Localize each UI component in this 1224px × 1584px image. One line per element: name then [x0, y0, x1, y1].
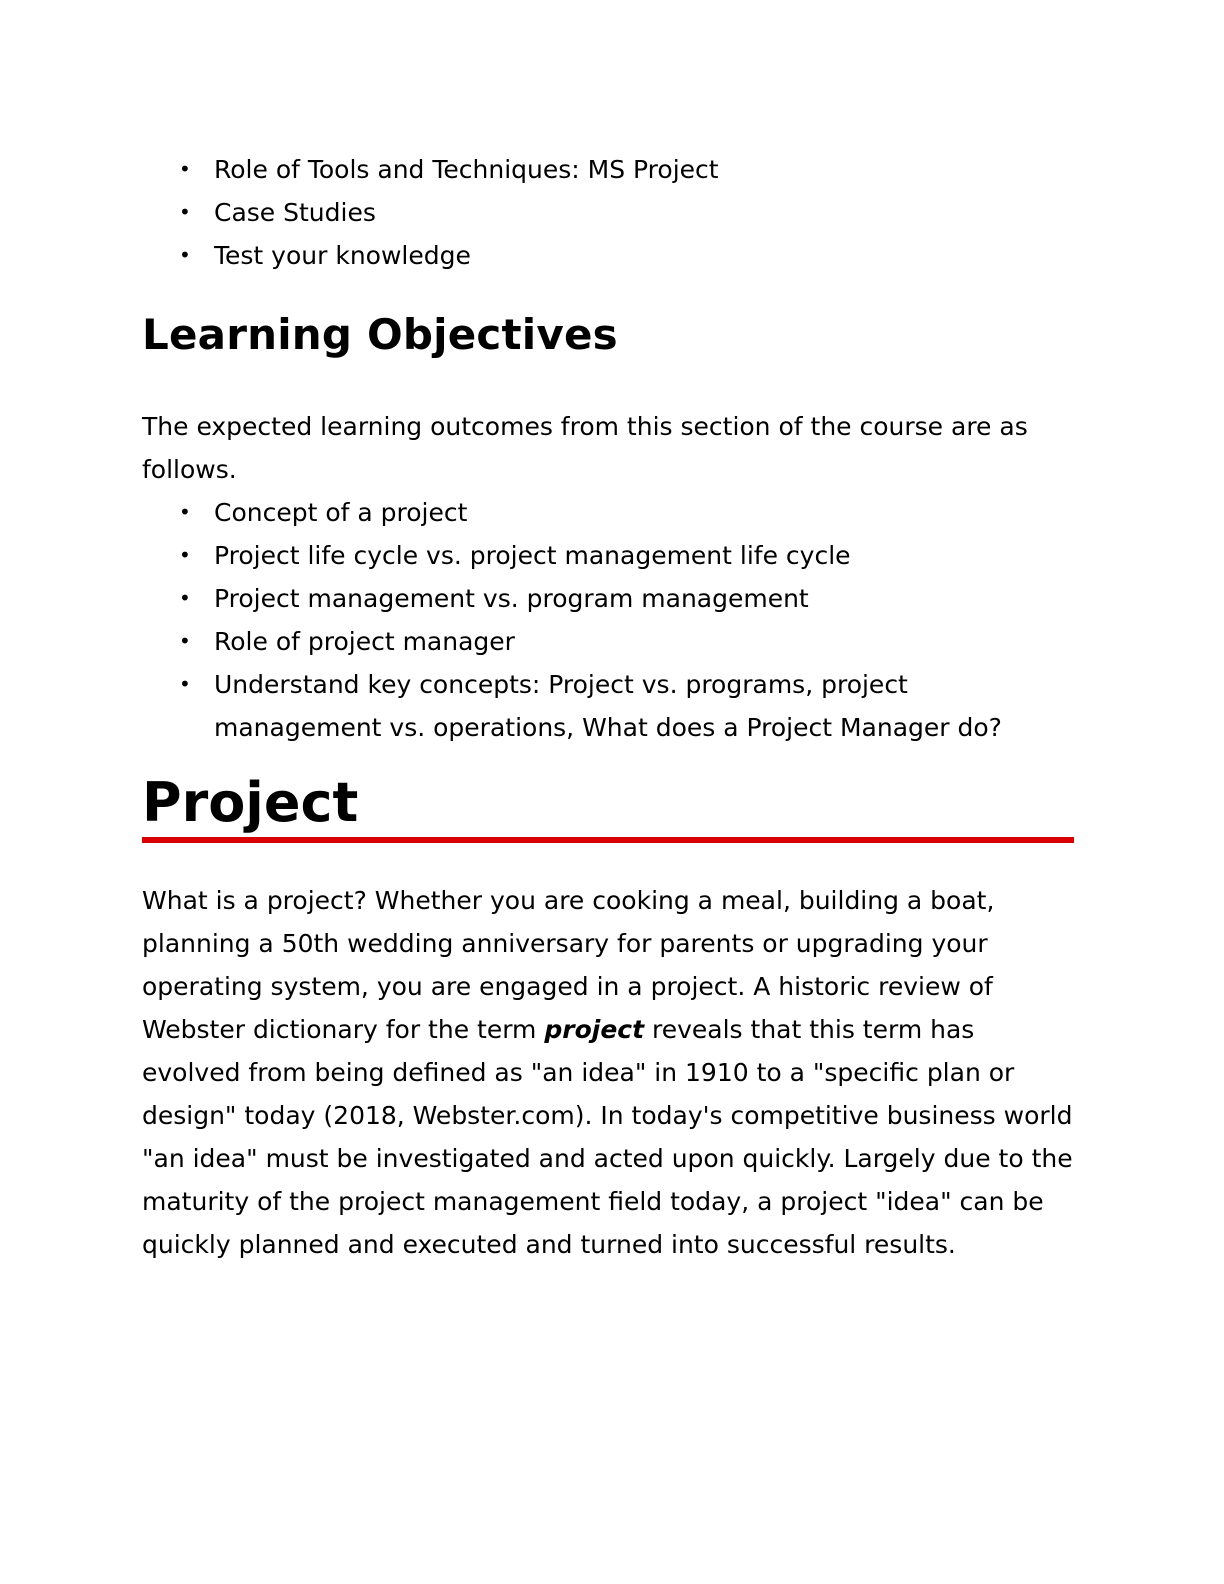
- list-item-text: Case Studies: [214, 198, 376, 227]
- learning-objectives-intro: The expected learning outcomes from this section of the course are as follows.: [142, 412, 1028, 484]
- list-item: [142, 577, 1074, 620]
- project-heading: Project: [142, 771, 359, 834]
- learning-objectives-heading: Learning Objectives: [142, 310, 618, 359]
- project-paragraph: [142, 879, 1074, 1266]
- list-item-text: Role of Tools and Techniques: MS Project: [214, 155, 719, 184]
- learning-objectives-list: [142, 491, 1074, 749]
- list-item-text: Project life cycle vs. project management life cycle: [214, 541, 851, 570]
- bullet-icon: •: [179, 200, 191, 224]
- list-item-text: Test your knowledge: [214, 241, 471, 270]
- top-bullet-list: [142, 148, 1074, 277]
- bullet-icon: •: [179, 157, 191, 181]
- list-item: [142, 663, 1074, 749]
- bullet-icon: •: [179, 500, 191, 524]
- list-item: [142, 234, 1074, 277]
- list-item-text: Role of project manager: [214, 627, 515, 656]
- list-item-text: Understand key concepts: Project vs. programs, project management vs. operations, What does a Project Manager do?: [214, 670, 1002, 742]
- paragraph-text-after-term: reveals that this term has evolved from being defined as "an idea" in 1910 to a "specific plan or design" today (2018, Webster.com). In today's competitive business world "an idea" must be investigated and acted upon quickly. Largely due to the maturity of the project management field today, a project "idea" can be quickly planned and executed and turned into successful results.: [142, 1015, 1073, 1259]
- list-item: [142, 191, 1074, 234]
- list-item-text: Concept of a project: [214, 498, 468, 527]
- list-item-text: Project management vs. program management: [214, 584, 809, 613]
- list-item: [142, 534, 1074, 577]
- bullet-icon: •: [179, 672, 191, 696]
- bullet-icon: •: [179, 586, 191, 610]
- document-page: [142, 148, 1074, 1266]
- emphasized-term: project: [544, 1015, 645, 1044]
- list-item: [142, 491, 1074, 534]
- bullet-icon: •: [179, 629, 191, 653]
- heading-underline-rule: [142, 837, 1074, 843]
- bullet-icon: •: [179, 543, 191, 567]
- bullet-icon: •: [179, 243, 191, 267]
- list-item: [142, 148, 1074, 191]
- list-item: [142, 620, 1074, 663]
- paragraph-text-before-term: What is a project? Whether you are cooking a meal, building a boat, planning a 50th wedding anniversary for parents or upgrading your operating system, you are engaged in a project. A historic review of Webster dictionary for the term: [142, 886, 995, 1044]
